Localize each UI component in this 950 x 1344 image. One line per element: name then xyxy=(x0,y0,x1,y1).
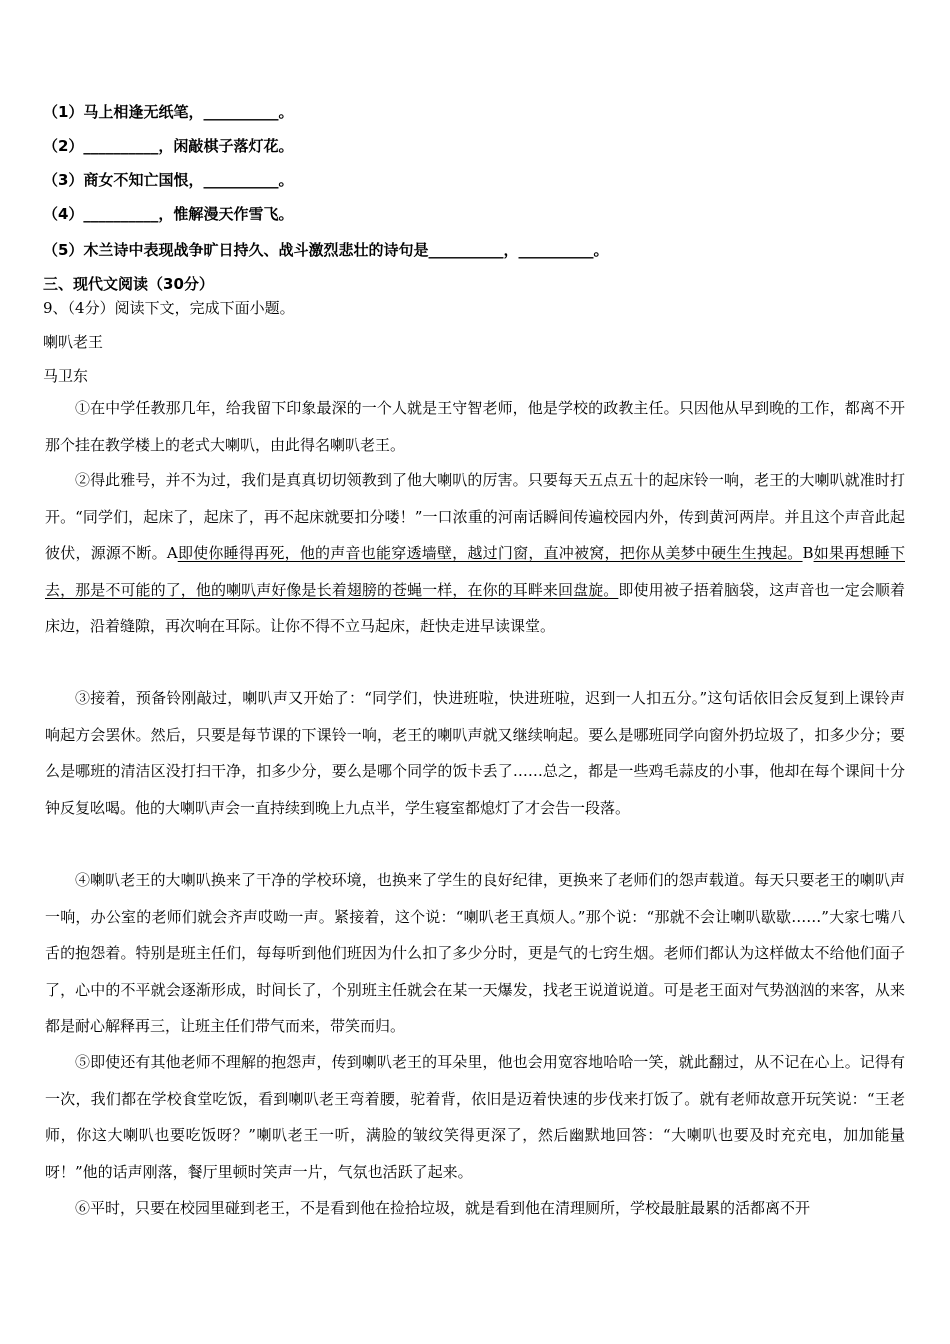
fill-in-item-3: （3）商女不知亡国恨，__________。 xyxy=(43,171,294,189)
fill-in-item-1: （1）马上相逢无纸笔，__________。 xyxy=(43,103,294,121)
paragraph-2-label-b: B xyxy=(802,544,814,562)
paragraph-6: ⑥平时，只要在校园里碰到老王，不是看到他在捡拾垃圾，就是看到他在清理厕所，学校最脏最累的活都离不开 xyxy=(75,1199,811,1217)
question-prompt: 9、（4分）阅读下文，完成下面小题。 xyxy=(43,299,295,317)
fill-in-item-5: （5）木兰诗中表现战争旷日持久、战斗激烈悲壮的诗句是__________，__________。 xyxy=(43,241,609,259)
paragraph-1: ①在中学任教那几年，给我留下印象最深的一个人就是王守智老师，他是学校的政教主任。只因他从早到晚的工作，都离不开那个挂在教学楼上的老式大喇叭，由此得名喇叭老王。 xyxy=(45,399,905,454)
paragraph-4: ④喇叭老王的大喇叭换来了干净的学校环境，也换来了学生的良好纪律，更换来了老师们的怨声载道。每天只要老王的喇叭声一响，办公室的老师们就会齐声哎呦一声。紧接着，这个说：“喇叭老王真烦人。”那个说：“那就不会让喇叭歇歇……”大家七嘴八舌的抱怨着。特别是班主任们，每每听到他们班因为什么扣了多少分时，更是气的七窍生烟。老师们都认为这样做太不给他们面子了，心中的不平就会逐渐形成，时间长了，个别班主任就会在某一天爆发，找老王说道说道。可是老王面对气势汹汹的来客，从来都是耐心解释再三，让班主任们带气而来，带笑而归。 xyxy=(45,871,905,1035)
paragraph-3: ③接着，预备铃刚敲过，喇叭声又开始了：“同学们，快进班啦，快进班啦，迟到一人扣五分。”这句话依旧会反复到上课铃声响起方会罢休。然后，只要是每节课的下课铃一响，老王的喇叭声就又继续响起。要么是哪班同学向窗外扔垃圾了，扣多少分；要么是哪班的清洁区没打扫干净，扣多少分，要么是哪个同学的饭卡丢了……总之，都是一些鸡毛蒜皮的小事，他却在每个课间十分钟反复吆喝。他的大喇叭声会一直持续到晚上九点半，学生寝室都熄灯了才会告一段落。 xyxy=(45,689,905,817)
paragraph-5: ⑤即使还有其他老师不理解的抱怨声，传到喇叭老王的耳朵里，他也会用宽容地哈哈一笑，就此翻过，从不记在心上。记得有一次，我们都在学校食堂吃饭，看到喇叭老王弯着腰，驼着背，依旧是迈着快速的步伐来打饭了。就有老师故意开玩笑说：“王老师，你这大喇叭也要吃饭呀？”喇叭老王一听，满脸的皱纹笑得更深了，然后幽默地回答：“大喇叭也要及时充充电，加加能量呀！”他的话声刚落，餐厅里顿时笑声一片，气氛也活跃了起来。 xyxy=(45,1053,905,1181)
paragraph-2-text-before: ②得此雅号，并不为过，我们是真真切切领教到了他大喇叭的厉害。只要每天五点五十的起床铃一响，老王的大喇叭就准时打开。“同学们，起床了，起床了，再不起床就要扣分喽！”一口浓重的河南话瞬间传遍校园内外，传到黄河两岸。并且这个声音此起彼伏，源源不断。A xyxy=(45,471,905,562)
article-author: 马卫东 xyxy=(43,367,89,385)
underlined-sentence-b: 如果再想睡下去，那是不可能的了，他的喇叭声好像是长着翅膀的苍蝇一样，在你的耳畔来回盘旋。 xyxy=(45,544,905,599)
paragraph-2 xyxy=(45,462,905,645)
article-title: 喇叭老王 xyxy=(43,333,104,351)
paragraph-2-text-after: 即使用被子捂着脑袋，这声音也一定会顺着床边，沿着缝隙，再次响在耳际。让你不得不立马起床，赶快走进早读课堂。 xyxy=(45,580,905,635)
fill-in-item-2: （2）__________，闲敲棋子落灯花。 xyxy=(43,137,294,155)
fill-in-item-4: （4）__________，惟解漫天作雪飞。 xyxy=(43,205,294,223)
section-title: 三、现代文阅读（30分） xyxy=(43,275,214,293)
underlined-sentence-a: 即使你睡得再死，他的声音也能穿透墙壁，越过门窗，直冲被窝，把你从美梦中硬生生拽起。 xyxy=(177,544,803,562)
